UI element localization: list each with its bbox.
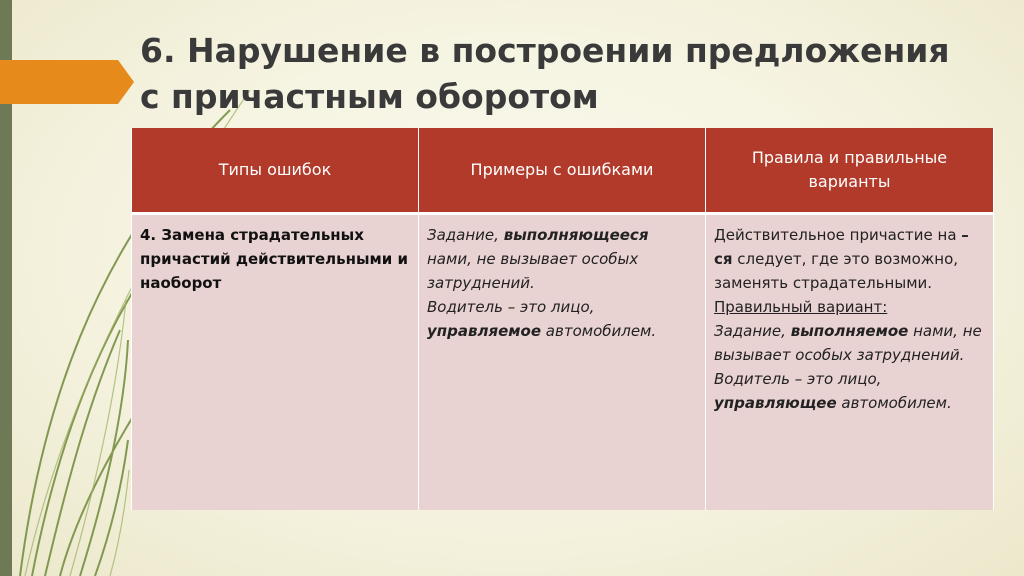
example-2-post: автомобилем. bbox=[541, 322, 657, 340]
table-row bbox=[132, 214, 994, 511]
correct-2-bold: управляющее bbox=[714, 394, 837, 412]
table-header-row bbox=[132, 128, 994, 214]
correct-1-pre: Задание, bbox=[714, 322, 791, 340]
correct-examples bbox=[714, 319, 985, 415]
slide-title bbox=[140, 28, 1000, 120]
orange-accent-tab bbox=[0, 60, 118, 104]
rule-bold: –ся bbox=[714, 226, 969, 268]
example-2-bold: управляемое bbox=[427, 322, 542, 340]
header-rules: Правила и правильные варианты bbox=[706, 128, 994, 214]
header-examples: Примеры с ошибками bbox=[419, 128, 706, 214]
errors-table bbox=[131, 128, 994, 510]
rule-post: следует, где это возможно, заменять страдательными. bbox=[714, 250, 959, 292]
example-1 bbox=[427, 223, 697, 295]
example-2 bbox=[427, 295, 697, 343]
example-2-pre: Водитель – это лицо, bbox=[427, 298, 595, 316]
title-line-2: с причастным оборотом bbox=[140, 77, 599, 116]
example-1-post: нами, не вызывает особых затруднений. bbox=[427, 250, 639, 292]
cell-error-type bbox=[132, 214, 419, 511]
correct-2-post: автомобилем. bbox=[836, 394, 952, 412]
rule-text bbox=[714, 223, 985, 295]
error-type-text: 4. Замена страдательных причастий действительными и наоборот bbox=[140, 226, 409, 292]
example-1-bold: выполняющееся bbox=[503, 226, 649, 244]
correct-1-bold: выполняемое bbox=[790, 322, 909, 340]
cell-examples bbox=[419, 214, 706, 511]
rule-pre: Действительное причастие на bbox=[714, 226, 962, 244]
header-error-types: Типы ошибок bbox=[132, 128, 419, 214]
title-line-1: 6. Нарушение в построении предложения bbox=[140, 31, 950, 70]
correct-1-post: нами, не вызывает особых затруднений. Водитель – это лицо, bbox=[714, 322, 982, 388]
orange-accent-tip bbox=[118, 60, 134, 104]
correct-label: Правильный вариант: bbox=[714, 298, 888, 316]
example-1-pre: Задание, bbox=[427, 226, 504, 244]
cell-rules bbox=[706, 214, 994, 511]
